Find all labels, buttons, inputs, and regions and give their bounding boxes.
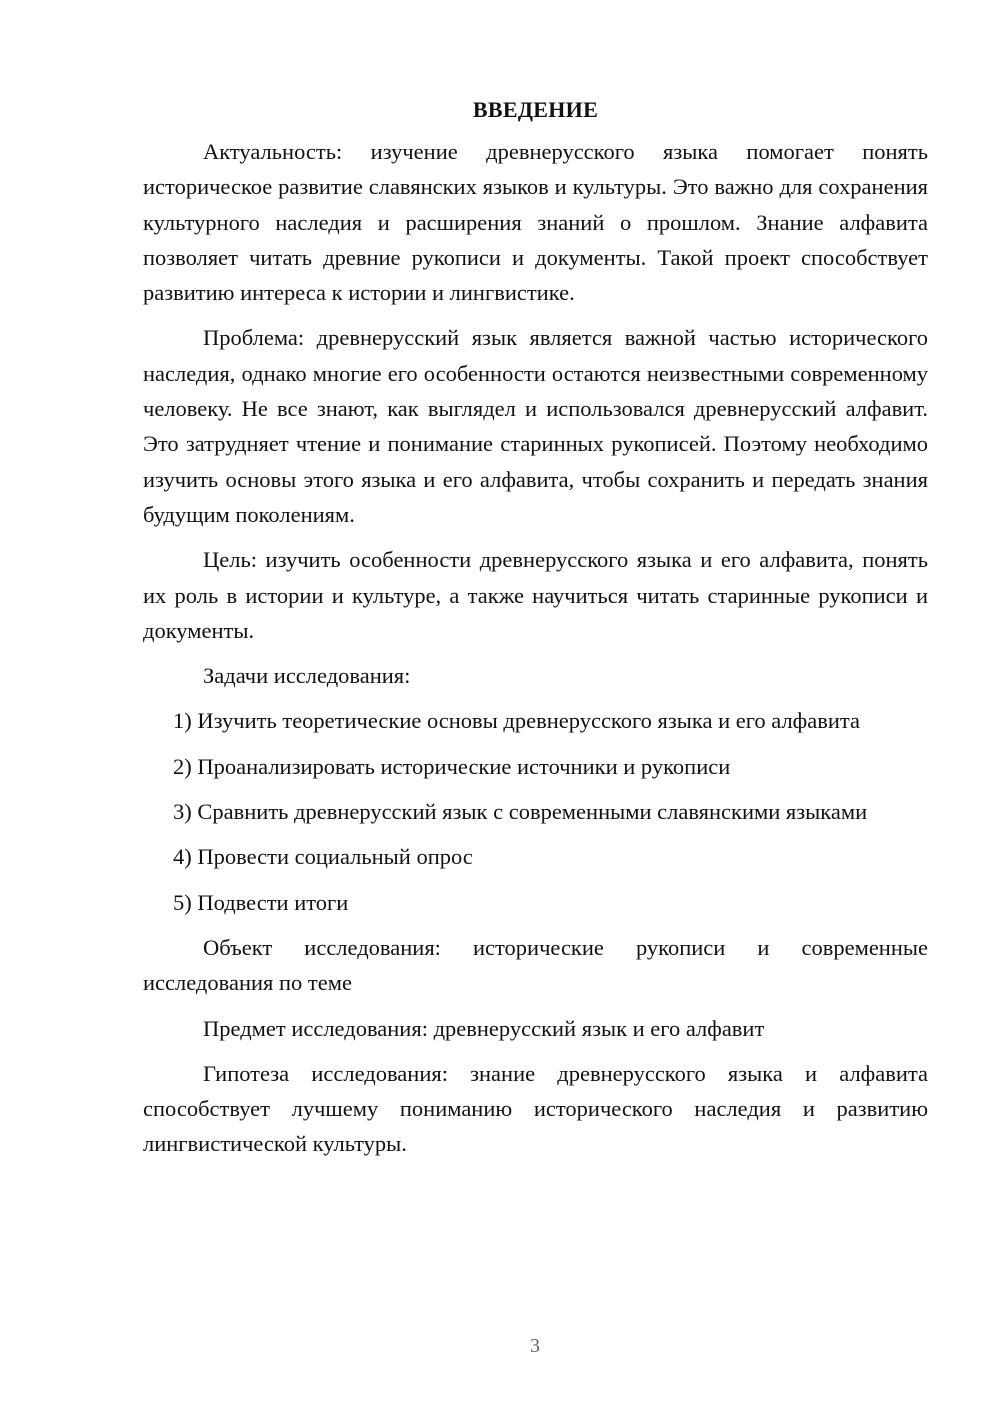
list-item: 1) Изучить теоретические основы древнерусского языка и его алфавита <box>173 708 861 734</box>
page-number: 3 <box>530 1335 540 1357</box>
hypothesis-paragraph: Гипотеза исследования: знание древнерусского языка и алфавита способствует лучшему пониманию исторического наследия и развитию лингвистической культуры. <box>143 1060 928 1157</box>
list-item: 2) Проанализировать исторические источники и рукописи <box>173 753 731 779</box>
problem-paragraph: Проблема: древнерусский язык является важной частью исторического наследия, однако многие его особенности остаются неизвестными современному человеку. Не все знают, как выглядел и использовался древнерусский алфавит. Это затрудняет чтение и понимание старинных рукописей. Поэтому необходимо изучить основы этого языка и его алфавита, чтобы сохранить и передать знания будущим поколениям. <box>143 325 928 527</box>
list-item: 5) Подвести итоги <box>173 889 349 915</box>
tasks-heading: Задачи исследования: <box>203 663 411 689</box>
subject-paragraph: Предмет исследования: древнерусский язык и его алфавит <box>203 1015 765 1041</box>
document-page <box>143 94 928 1172</box>
page-title: ВВЕДЕНИЕ <box>472 97 599 122</box>
list-item: 4) Провести социальный опрос <box>173 844 473 870</box>
tasks-list <box>143 703 928 919</box>
list-item: 3) Сравнить древнерусский язык с современными славянскими языками <box>173 799 868 825</box>
object-paragraph: Объект исследования: исторические рукописи и современные исследования по теме <box>143 934 928 996</box>
relevance-paragraph: Актуальность: изучение древнерусского языка помогает понять историческое развитие славянских языков и культуры. Это важно для сохранения культурного наследия и расширения знаний о прошлом. Знание алфавита позволяет читать древние рукописи и документы. Такой проект способствует развитию интереса к истории и лингвистике. <box>143 139 928 306</box>
goal-paragraph: Цель: изучить особенности древнерусского языка и его алфавита, понять их роль в истории и культуре, а также научиться читать старинные рукописи и документы. <box>143 547 928 643</box>
